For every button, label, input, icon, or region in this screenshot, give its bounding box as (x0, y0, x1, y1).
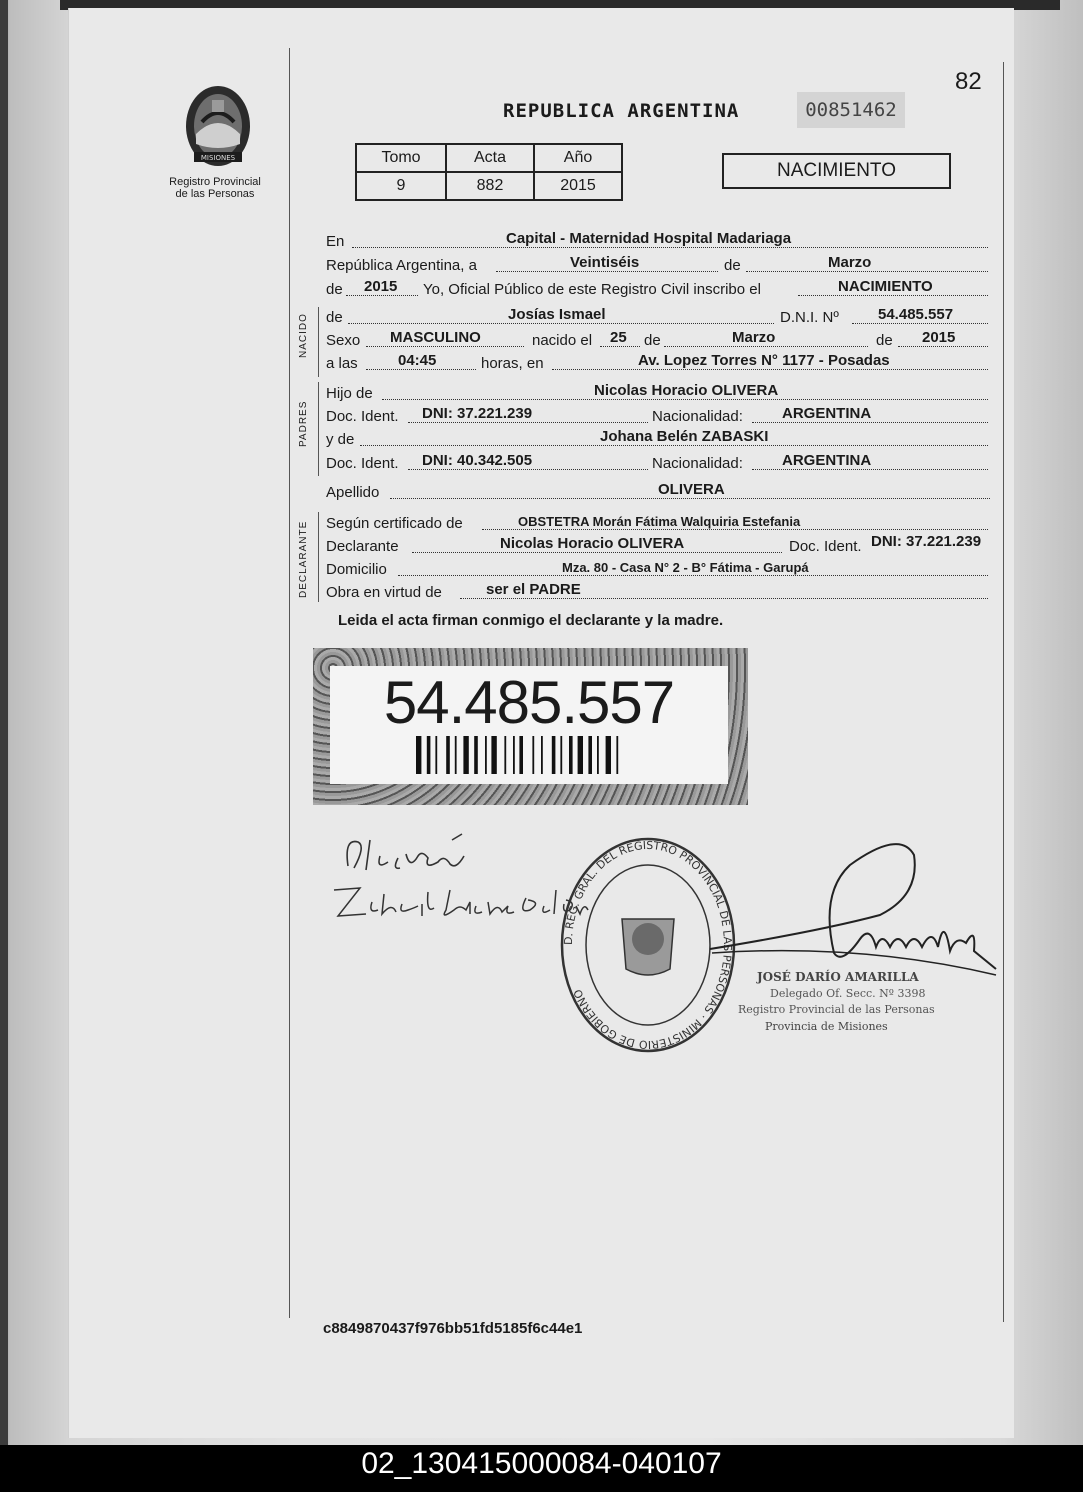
barcode-bar (485, 736, 487, 774)
field-label: Obra en virtud de (326, 584, 442, 601)
barcode-bar (416, 736, 421, 774)
act-table-value: 9 (356, 172, 446, 200)
field-value: ARGENTINA (782, 452, 872, 469)
field-value: 04:45 (398, 352, 437, 369)
barcode-bar (532, 736, 534, 774)
field-year (326, 278, 988, 300)
section-label-declarant: DECLARANTE (298, 520, 309, 598)
field-label: y de (326, 431, 355, 448)
dni-sticker-number: 54.485.557 (383, 669, 675, 736)
act-table-value-row (356, 172, 622, 200)
barcode-bar (491, 736, 496, 774)
dotted-line (798, 295, 988, 296)
field-label: de (876, 332, 893, 349)
field-label: Domicilio (326, 561, 387, 578)
dotted-line (408, 469, 648, 470)
field-place (326, 230, 988, 252)
left-margin-rule (289, 48, 290, 1318)
field-label: de (644, 332, 661, 349)
field-value: 2015 (364, 278, 398, 295)
section-rule-declarant (318, 512, 319, 602)
dotted-line (752, 422, 988, 423)
act-table-value: 882 (446, 172, 534, 200)
field-value: Johana Belén ZABASKI (600, 428, 769, 445)
barcode-bar (616, 736, 618, 774)
field-value: Capital - Maternidad Hospital Madariaga (506, 230, 792, 247)
field-label: Nacionalidad: (652, 408, 743, 425)
field-value: ARGENTINA (782, 405, 872, 422)
barcode-bar (578, 736, 583, 774)
field-sex-birthdate (326, 329, 988, 351)
act-table-header: Acta (446, 144, 534, 172)
field-declarant (326, 535, 990, 557)
field-label: horas, en (481, 355, 544, 372)
footer-file-id: 02_130415000084-040107 (361, 1447, 722, 1480)
field-label: D.N.I. Nº (780, 309, 839, 326)
barcode-bar (504, 736, 506, 774)
barcode-bar (606, 736, 611, 774)
field-address (326, 558, 988, 580)
official-role: Delegado Of. Secc. Nº 3398 (770, 987, 926, 1000)
record-type-box: NACIMIENTO (722, 153, 951, 189)
field-label: Apellido (326, 484, 380, 501)
serial-number: 00851462 (797, 92, 905, 128)
field-label: Doc. Ident. (326, 455, 399, 472)
field-value: Nicolas Horacio OLIVERA (594, 382, 779, 399)
dni-sticker (313, 648, 748, 805)
mother-name-signature (330, 880, 590, 925)
country-title: REPUBLICA ARGENTINA (503, 100, 740, 122)
act-table (355, 143, 623, 201)
dotted-line (382, 399, 988, 400)
registry-label-line1: Registro Provincial (169, 176, 261, 188)
barcode-bar (435, 736, 437, 774)
field-label: a las (326, 355, 358, 372)
dotted-line (496, 271, 718, 272)
field-value: Josías Ismael (508, 306, 606, 323)
barcode-bar (560, 736, 562, 774)
official-name: JOSÉ DARÍO AMARILLA (757, 970, 919, 984)
act-table-value: 2015 (534, 172, 622, 200)
dotted-line (366, 369, 476, 370)
field-label: República Argentina, a (326, 257, 477, 274)
dotted-line (398, 575, 988, 576)
barcode-bar (519, 736, 523, 774)
barcode-bar (427, 736, 431, 774)
barcode-bar (597, 736, 599, 774)
field-label: Doc. Ident. (326, 408, 399, 425)
dotted-line (390, 498, 990, 499)
field-value: DNI: 40.342.505 (422, 452, 533, 469)
field-value: 25 (610, 329, 627, 346)
field-label: Sexo (326, 332, 361, 349)
field-name (326, 306, 988, 328)
field-value: ser el PADRE (486, 581, 581, 598)
field-value: DNI: 37.221.239 (871, 533, 982, 550)
right-margin-rule (1003, 62, 1004, 1322)
barcode-bar (474, 736, 478, 774)
barcode-bar (446, 736, 450, 774)
barcode-icon (416, 736, 678, 774)
act-table-header: Año (534, 144, 622, 172)
section-label-born: NACIDO (298, 313, 309, 358)
official-province: Provincia de Misiones (765, 1020, 888, 1033)
dotted-line (898, 346, 988, 347)
document-hash: c8849870437f976bb51fd5185f6c44e1 (323, 1320, 583, 1337)
field-label: Nacionalidad: (652, 455, 743, 472)
field-value: Av. Lopez Torres N° 1177 - Posadas (638, 352, 890, 369)
field-label: En (326, 233, 345, 250)
barcode-bar (588, 736, 592, 774)
field-father-doc (326, 405, 988, 427)
closing-note: Leida el acta firman conmigo el declarante y la madre. (338, 612, 724, 629)
field-label: de (724, 257, 741, 274)
field-value: 54.485.557 (878, 306, 954, 323)
field-value: 2015 (922, 329, 956, 346)
dni-sticker-panel (330, 666, 728, 784)
barcode-bar (463, 736, 468, 774)
field-label: Doc. Ident. (789, 538, 862, 555)
dotted-line (408, 422, 648, 423)
field-value: Nicolas Horacio OLIVERA (500, 535, 685, 552)
field-value: Veintiséis (570, 254, 640, 271)
field-certificate (326, 512, 988, 534)
official-registry: Registro Provincial de las Personas (738, 1003, 935, 1016)
field-date (326, 254, 988, 276)
dotted-line (600, 346, 640, 347)
official-signature (700, 835, 1000, 985)
dotted-line (482, 529, 988, 530)
field-value: NACIMIENTO (838, 278, 933, 295)
dotted-line (746, 271, 988, 272)
field-value: OBSTETRA Morán Fátima Walquiria Estefania (518, 514, 801, 529)
dotted-line (752, 469, 988, 470)
dotted-line (352, 247, 988, 248)
dotted-line (552, 369, 988, 370)
field-label: nacido el (532, 332, 593, 349)
section-rule-parents (318, 382, 319, 476)
field-value: Mza. 80 - Casa N° 2 - B° Fátima - Garupá (562, 560, 809, 575)
barcode-bar (513, 736, 515, 774)
section-label-parents: PADRES (298, 400, 309, 447)
act-table-header-row (356, 144, 622, 172)
barcode-bar (541, 736, 543, 774)
dotted-line (348, 323, 774, 324)
section-rule-born (318, 307, 319, 377)
field-mother (326, 428, 988, 450)
field-label: de (326, 309, 343, 326)
field-label: de (326, 281, 343, 298)
dotted-line (664, 346, 868, 347)
field-value: OLIVERA (658, 481, 725, 498)
dotted-line (360, 445, 988, 446)
barcode-bar (455, 736, 457, 774)
field-time-place (326, 352, 988, 374)
act-table-header: Tomo (356, 144, 446, 172)
dotted-line (852, 323, 988, 324)
dotted-line (460, 598, 988, 599)
crest-text: MISIONES (200, 154, 236, 162)
barcode-bar (552, 736, 556, 774)
dotted-line (366, 346, 524, 347)
mother-surname-signature (340, 828, 490, 878)
registry-label-line2: de las Personas (175, 188, 255, 200)
binder-edge (0, 0, 8, 1445)
field-capacity (326, 581, 988, 603)
field-value: Marzo (732, 329, 776, 346)
field-surname (326, 481, 990, 503)
field-father (326, 382, 988, 404)
field-value: MASCULINO (390, 329, 481, 346)
field-label: Según certificado de (326, 515, 463, 532)
field-value: DNI: 37.221.239 (422, 405, 533, 422)
barcode-bar (569, 736, 573, 774)
field-value: Marzo (828, 254, 872, 271)
seal-text: D. REG. GRAL. DEL REGISTRO PROVINCIAL DE LAS PERSONAS · MINISTERIO DE GOBIERNO (561, 838, 735, 1052)
dotted-line (346, 295, 418, 296)
field-label: Hijo de (326, 385, 373, 402)
field-label: Declarante (326, 538, 399, 555)
field-label: Yo, Oficial Público de este Registro Civil inscribo el (423, 281, 761, 298)
provincial-crest-icon (172, 82, 264, 174)
dotted-line (412, 552, 782, 553)
registry-label (150, 176, 280, 200)
field-mother-doc (326, 452, 988, 474)
folio-number: 82 (955, 68, 982, 95)
